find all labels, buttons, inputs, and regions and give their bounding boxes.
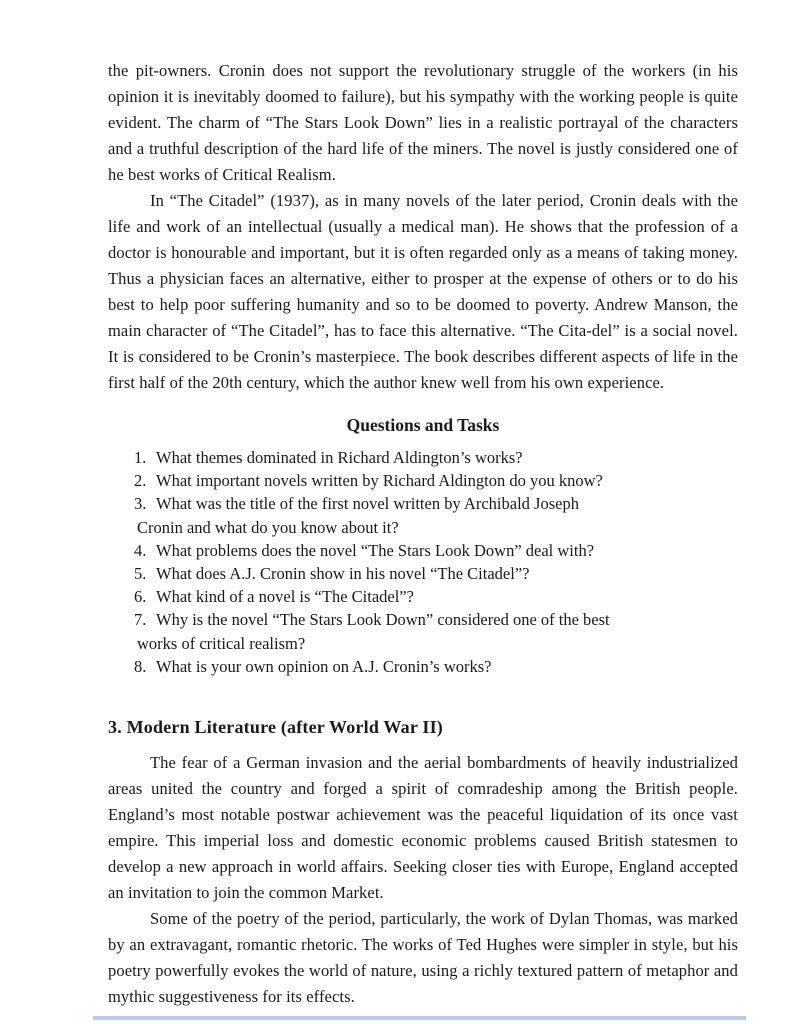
question-number: 7. — [134, 610, 147, 630]
question-text: Why is the novel “The Stars Look Down” considered one of the best — [156, 610, 610, 630]
question-number: 1. — [134, 448, 147, 467]
question-number: 5. — [134, 564, 147, 584]
question-item — [134, 608, 738, 631]
question-text: What does A.J. Cronin show in his novel “The Citadel”? — [156, 564, 530, 584]
question-number: 6. — [134, 587, 147, 607]
question-item — [134, 562, 738, 585]
question-text: What themes dominated in Richard Aldington’s works? — [156, 448, 523, 467]
questions-heading: Questions and Tasks — [346, 415, 500, 435]
question-text: What was the title of the first novel written by Archibald Joseph — [156, 494, 579, 514]
page-content — [108, 58, 738, 1010]
questions-list — [134, 446, 738, 678]
question-text: What is your own opinion on A.J. Cronin’s works? — [156, 656, 492, 676]
question-number: 2. — [134, 471, 147, 491]
paragraph-german-invasion: The fear of a German invasion and the aerial bombardments of heavily industrialized areas united the country and forged a spirit of comradeship among the British people. England’s most notable postwar achievement was the peaceful liquidation of its once vast empire. This imperial loss and domestic economic problems caused British statesmen to develop a new approach in world affairs. Seeking closer ties with Europe, England accepted an invitation to join the common Market. — [108, 753, 738, 903]
footer-rule — [93, 1016, 746, 1020]
question-continuation: works of critical realism? — [137, 633, 306, 653]
question-item — [134, 539, 738, 562]
question-text: What kind of a novel is “The Citadel”? — [156, 587, 414, 607]
question-number: 8. — [134, 656, 147, 676]
question-text: What important novels written by Richard Aldington do you know? — [156, 471, 603, 491]
question-number: 3. — [134, 494, 147, 514]
paragraph-poetry-period: Some of the poetry of the period, particularly, the work of Dylan Thomas, was marked by an extravagant, romantic rhetoric. The works of Ted Hughes were simpler in style, but his poetry powerfully evokes the world of nature, using a richly textured pattern of metaphor and mythic suggestiveness for its effects. — [108, 909, 738, 1007]
question-continuation: Cronin and what do you know about it? — [137, 517, 399, 537]
question-text: What problems does the novel “The Stars Look Down” deal with? — [156, 540, 595, 560]
question-item — [134, 585, 738, 608]
question-item — [134, 655, 738, 678]
question-item — [134, 446, 738, 469]
paragraph-pit-owners: the pit-owners. Cronin does not support the revolutionary struggle of the workers (in his opinion it is inevitably doomed to failure), but his sympathy with the working people is quite evident. The charm of “The Stars Look Down” lies in a realistic portrayal of the characters and a truthful description of the hard life of the miners. The novel is justly considered one of he best works of Critical Realism. — [108, 61, 738, 184]
question-item — [134, 492, 738, 515]
paragraph-citadel: In “The Citadel” (1937), as in many novels of the later period, Cronin deals with the life and work of an intellectual (usually a medical man). He shows that the profession of a doctor is honourable and important, but it is often regarded only as a means of taking money. Thus a physician faces an alternative, either to prosper at the expense of others or to do his best to help poor suffering humanity and so to be doomed to poverty. Andrew Manson, the main character of “The Citadel”, has to face this alternative. “The Cita-del” is a social novel. It is considered to be Cronin’s masterpiece. The book describes different aspects of life in the first half of the 20th century, which the author knew well from his own experience. — [108, 191, 738, 392]
question-item — [134, 469, 738, 492]
question-number: 4. — [134, 540, 147, 560]
modern-literature-heading: 3. Modern Literature (after World War II) — [108, 717, 443, 738]
